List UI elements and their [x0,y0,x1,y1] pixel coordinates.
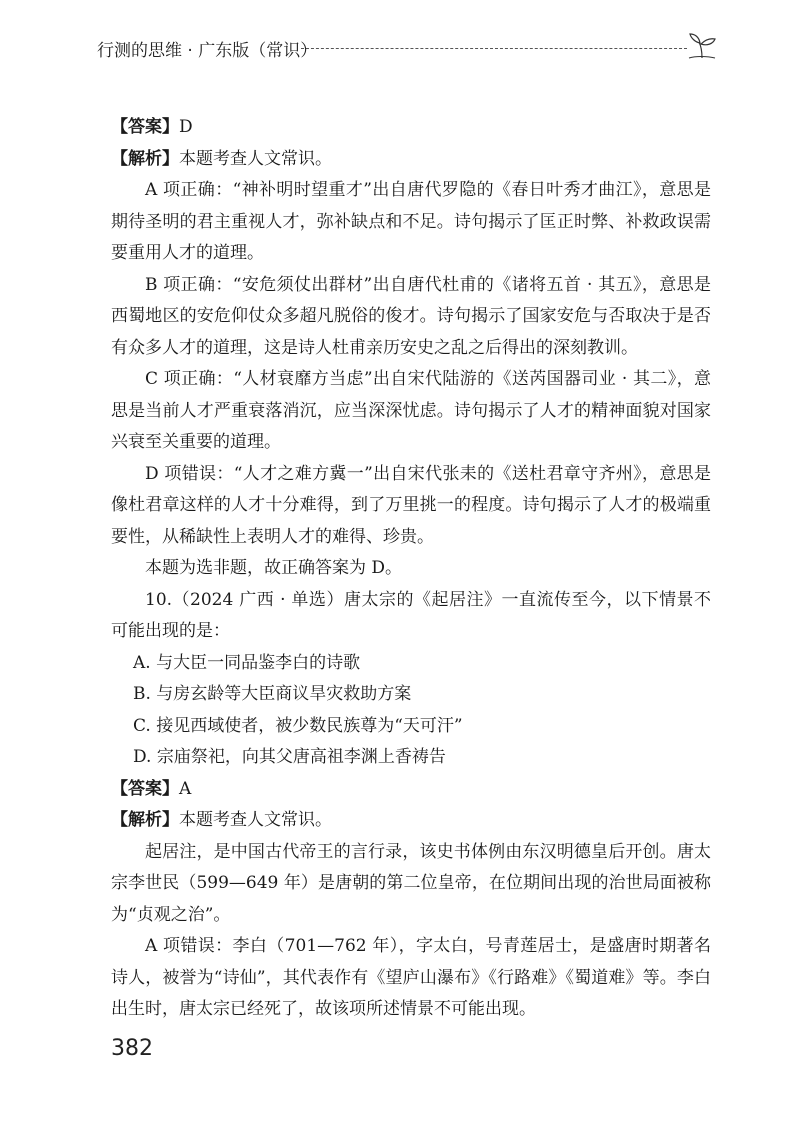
conclusion-paragraph: 本题为选非题，故正确答案为 D。 [145,558,403,578]
question-stem: 10.（2024 广西 · 单选）唐太宗的《起居注》一直流传至今，以下情景不可能出现的是： [111,589,711,641]
paragraph-c: C 项正确：“人材衰靡方当虑”出自宋代陆游的《送芮国器司业 · 其二》，意思是当前人才严重衰落消沉，应当深深忧虑。诗句揭示了人才的精神面貌对国家兴衰至关重要的道理。 [111,369,711,452]
answer-tag: 【答案】 [111,117,179,137]
header-title: 行测的思维 · 广东版（常识） [97,41,318,61]
paragraph-b: B 项正确：“安危须仗出群材”出自唐代杜甫的《诸将五首 · 其五》，意思是西蜀地区的安危仰仗众多超凡脱俗的俊才。诗句揭示了国家安危与否取决于是否有众多人才的道理，这是诗人杜甫亲历安史之乱之后得出的深刻教训。 [111,274,711,358]
paragraph-a: A 项正确：“神补明时望重才”出自唐代罗隐的《春日叶秀才曲江》，意思是期待圣明的君主重视人才，弥补缺点和不足。诗句揭示了匡正时弊、补救政误需要重用人才的道理。 [111,180,711,263]
page-content [111,112,711,1026]
answer-value: D [179,117,193,137]
analysis-text: 本题考查人文常识。 [179,810,332,830]
option-a-explanation: A 项错误：李白（701—762 年），字太白，号青莲居士，是盛唐时期著名诗人，被誉为“诗仙”，其代表作有《望庐山瀑布》《行路难》《蜀道难》等。李白出生时，唐太宗已经死了，故该项所述情景不可能出现。 [111,936,711,1019]
analysis-line [111,144,711,176]
answer-tag: 【答案】 [111,778,179,799]
option-c: C. 接见西域使者，被少数民族尊为“天可汗” [133,715,463,736]
page-number: 382 [111,1036,153,1061]
analysis-text: 本题考查人文常识。 [179,148,332,169]
option-a: A. 与大臣一同品鉴李白的诗歌 [133,652,361,673]
answer-value: A [179,778,192,799]
analysis-line [111,805,711,837]
running-header [97,32,717,62]
paragraph-d: D 项错误：“人才之难方冀一”出自宋代张耒的《送杜君章守齐州》，意思是像杜君章这样的人才十分难得，到了万里挑一的程度。诗句揭示了人才的极端重要性，从稀缺性上表明人才的难得、珍贵。 [111,463,711,547]
analysis-tag: 【解析】 [111,810,179,830]
option-d: D. 宗庙祭祀，向其父唐高祖李渊上香祷告 [133,747,446,767]
option-b: B. 与房玄龄等大臣商议旱灾救助方案 [133,684,412,704]
answer-line [111,112,711,144]
analysis-tag: 【解析】 [111,148,179,169]
qijuzhu-paragraph: 起居注，是中国古代帝王的言行录，该史书体例由东汉明德皇后开创。唐太宗李世民（599—649 年）是唐朝的第二位皇帝，在位期间出现的治世局面被称为“贞观之治”。 [111,841,711,925]
answer-line [111,774,711,806]
sprout-icon [687,32,717,60]
header-divider [301,48,687,49]
